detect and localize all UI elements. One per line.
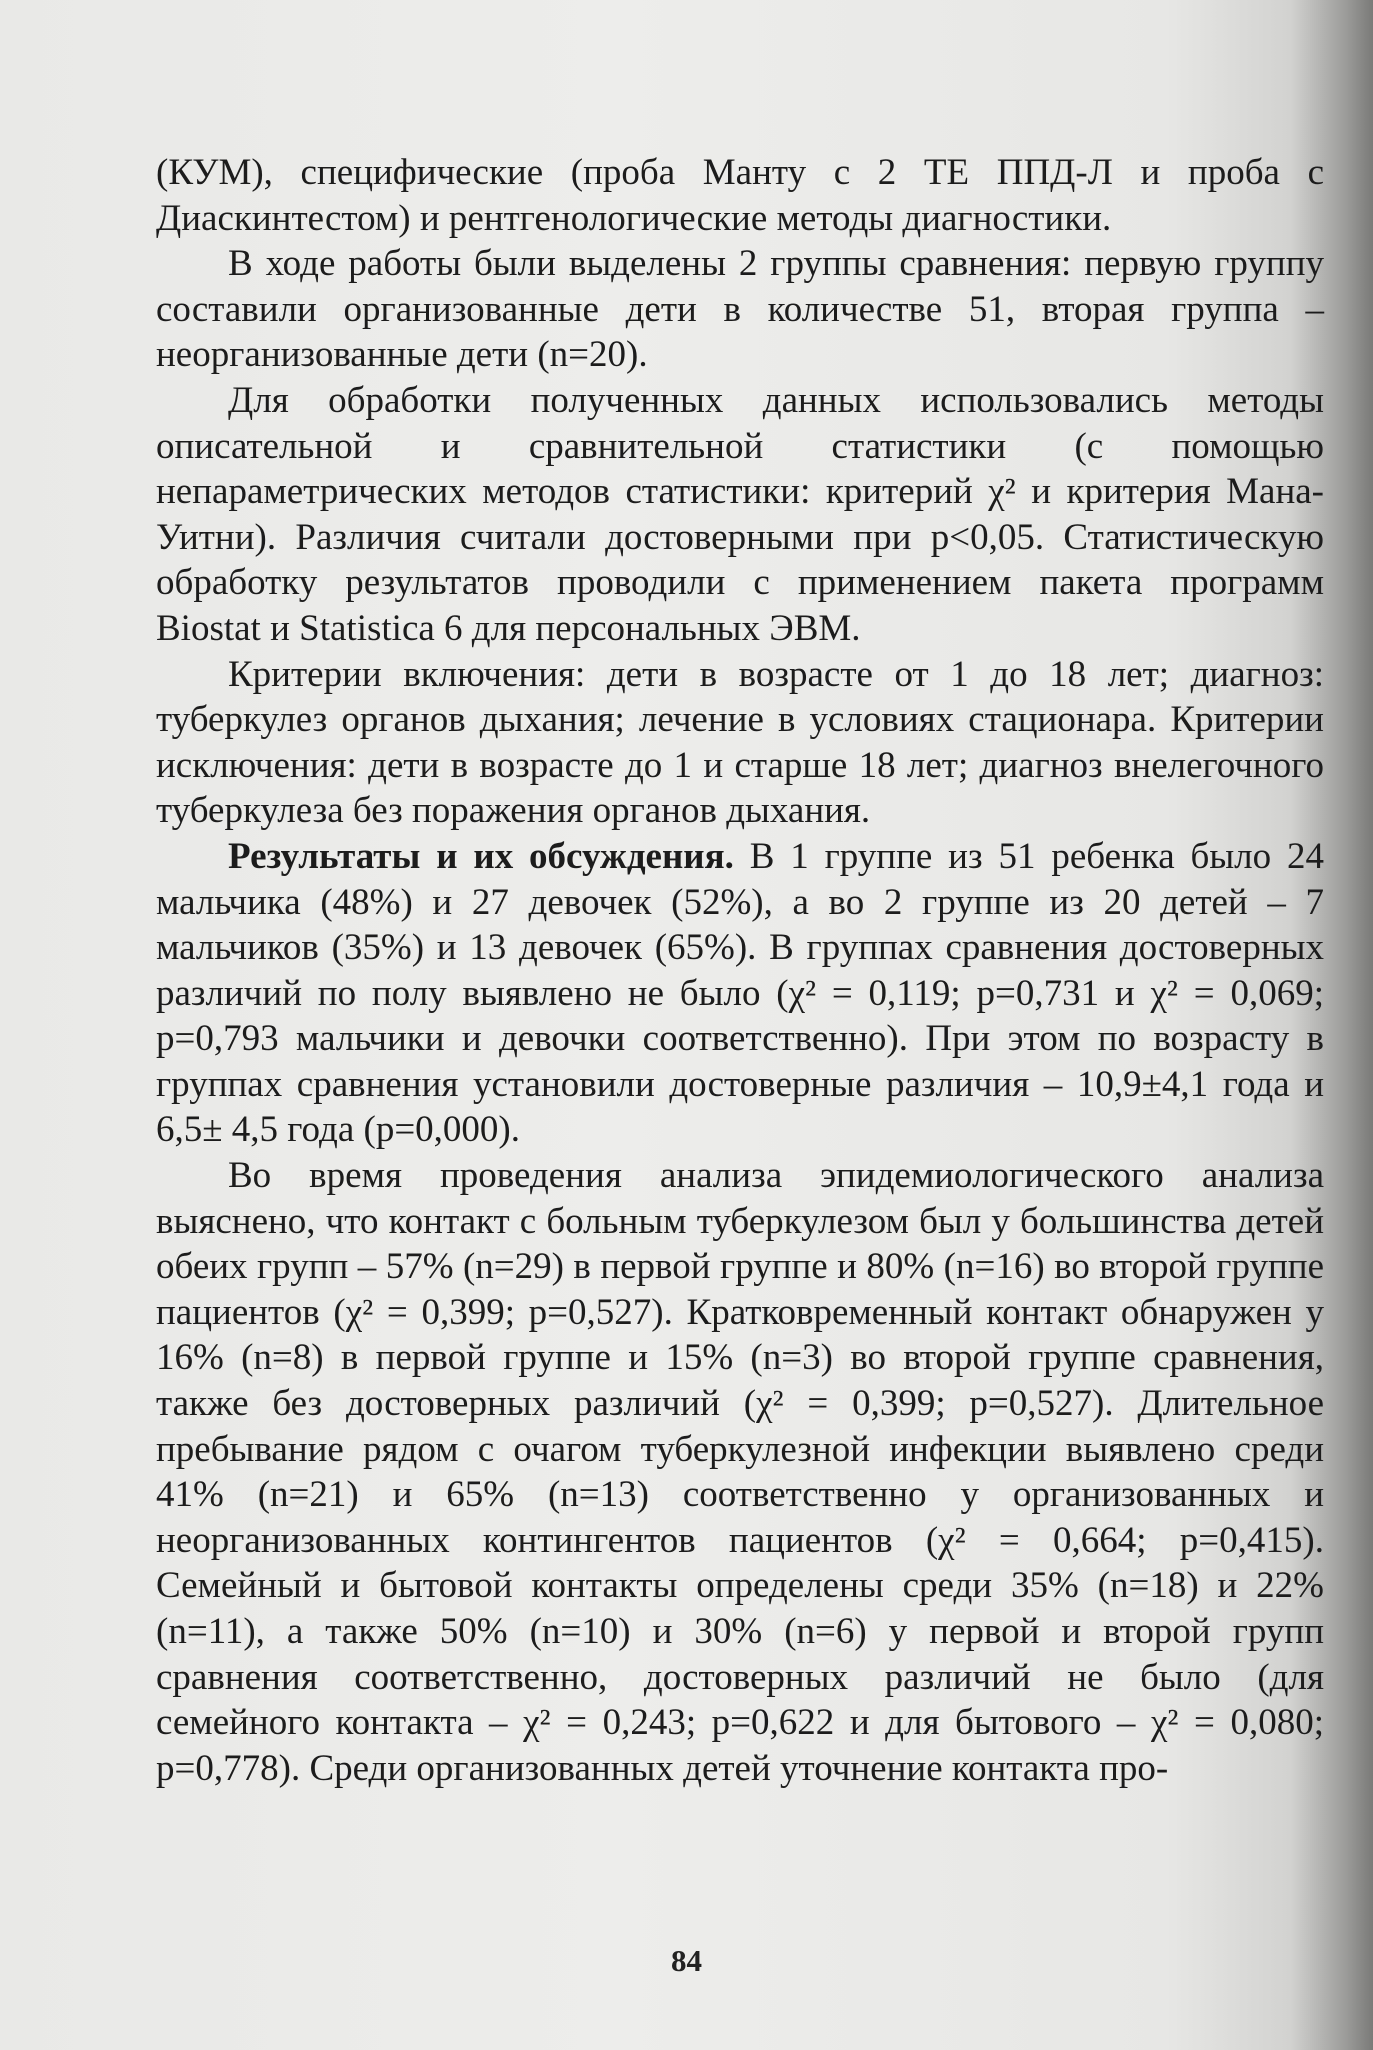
paragraph-groups: В ходе работы были выделены 2 группы сравнения: первую группу составили организованные дети в количестве 51, вторая группа – неорганизованные дети (n=20). — [156, 243, 1324, 376]
body-text — [156, 150, 1324, 1791]
paragraph-epidemiology: Во время проведения анализа эпидемиологического анализа выяснено, что контакт с больным туберкулезом был у большинства детей обеих групп – 57% (n=29) в первой группе и 80% (n=16) во второй группе пациентов (χ² = 0,399; р=0,527). Кратковременный контакт обнаружен у 16% (n=8) в первой группе и 15% (n=3) во второй группе сравнения, также без достоверных различий (χ² = 0,399; р=0,527). Длительное пребывание рядом с очагом туберкулезной инфекции выявлено среди 41% (n=21) и 65% (n=13) соответственно у организованных и неорганизованных контингентов пациентов (χ² = 0,664; р=0,415). Семейный и бытовой контакты определены среди 35% (n=18) и 22% (n=11), а также 50% (n=10) и 30% (n=6) у первой и второй групп сравнения соответственно, достоверных различий не было (для семейного контакта – χ² = 0,243; р=0,622 и для бытового – χ² = 0,080; р=0,778). Среди организованных детей уточнение контакта про- — [156, 1155, 1324, 1789]
paragraph-criteria: Критерии включения: дети в возрасте от 1 до 18 лет; диагноз: туберкулез органов дыхания; лечение в условиях стационара. Критерии исключения: дети в возрасте до 1 и старше 18 лет; диагноз внелегочного туберкулеза без поражения органов дыхания. — [156, 653, 1324, 832]
paragraph-methods-end: (КУМ), специфические (проба Манту с 2 ТЕ ППД-Л и проба с Диаскинтестом) и рентгенологические методы диагностики. — [156, 152, 1324, 239]
results-text: В 1 группе из 51 ребенка было 24 мальчика (48%) и 27 девочек (52%), а во 2 группе из 20 детей – 7 мальчиков (35%) и 13 девочек (65%). В группах сравнения достоверных различий по полу выявлено не было (χ² = 0,119; р=0,731 и χ² = 0,069; р=0,793 мальчики и девочки соответственно). При этом по возрасту в группах сравнения установили достоверные различия – 10,9±4,1 года и 6,5± 4,5 года (р=0,000). — [156, 835, 1324, 1151]
paragraph-results — [156, 834, 1324, 1153]
results-heading: Результаты и их обсуждения. — [228, 835, 734, 877]
paragraph-statistics: Для обработки полученных данных использовались методы описательной и сравнительной статистики (с помощью непараметрических методов статистики: критерий χ² и критерия Мана-Уитни). Различия считали достоверными при р<0,05. Статистическую обработку результатов проводили с применением пакета программ Biostat и Statistica 6 для персональных ЭВМ. — [156, 379, 1324, 649]
page-number: 84 — [671, 1943, 702, 1978]
